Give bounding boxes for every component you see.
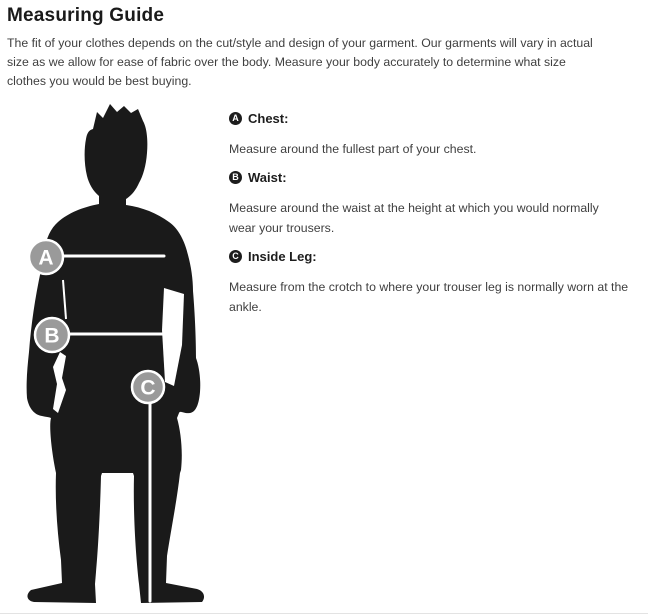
marker-a-letter: A — [38, 246, 54, 270]
measurement-description-chest: Measure around the fullest part of your chest. — [229, 142, 477, 156]
intro-line-1: The fit of your clothes depends on the cut/style and design of your garment. Our garments will vary in actual — [7, 36, 593, 50]
measurement-item-chest — [229, 110, 647, 159]
intro-line-2: size as we allow for ease of fabric over the body. Measure your body accurately to determine what size — [7, 55, 566, 69]
measurement-label-waist: Waist: — [248, 169, 287, 185]
measurement-item-inside-leg — [229, 248, 647, 317]
measurement-item-waist — [229, 169, 647, 238]
marker-c-letter: C — [140, 376, 156, 400]
measurement-label-chest: Chest: — [248, 110, 289, 126]
page-title: Measuring Guide — [7, 5, 165, 26]
marker-b-letter: B — [44, 324, 60, 348]
measurement-heading-inside-leg — [229, 248, 647, 264]
intro-text — [7, 34, 647, 91]
intro-line-3: clothes you would be best buying. — [7, 74, 192, 88]
waist-letter-icon: B — [229, 171, 242, 184]
body-silhouette-figure — [0, 100, 230, 612]
measurement-heading-waist — [229, 169, 647, 185]
measurement-heading-chest — [229, 110, 647, 126]
measurement-description-waist: Measure around the waist at the height at which you would normally wear your trousers. — [229, 201, 599, 235]
bottom-divider — [0, 613, 648, 614]
chest-letter-icon: A — [229, 112, 242, 125]
measurement-label-inside-leg: Inside Leg: — [248, 248, 317, 264]
inside-leg-letter-icon: C — [229, 250, 242, 263]
measurement-list — [229, 110, 647, 327]
measurement-description-inside-leg: Measure from the crotch to where your trouser leg is normally worn at the ankle. — [229, 280, 629, 314]
